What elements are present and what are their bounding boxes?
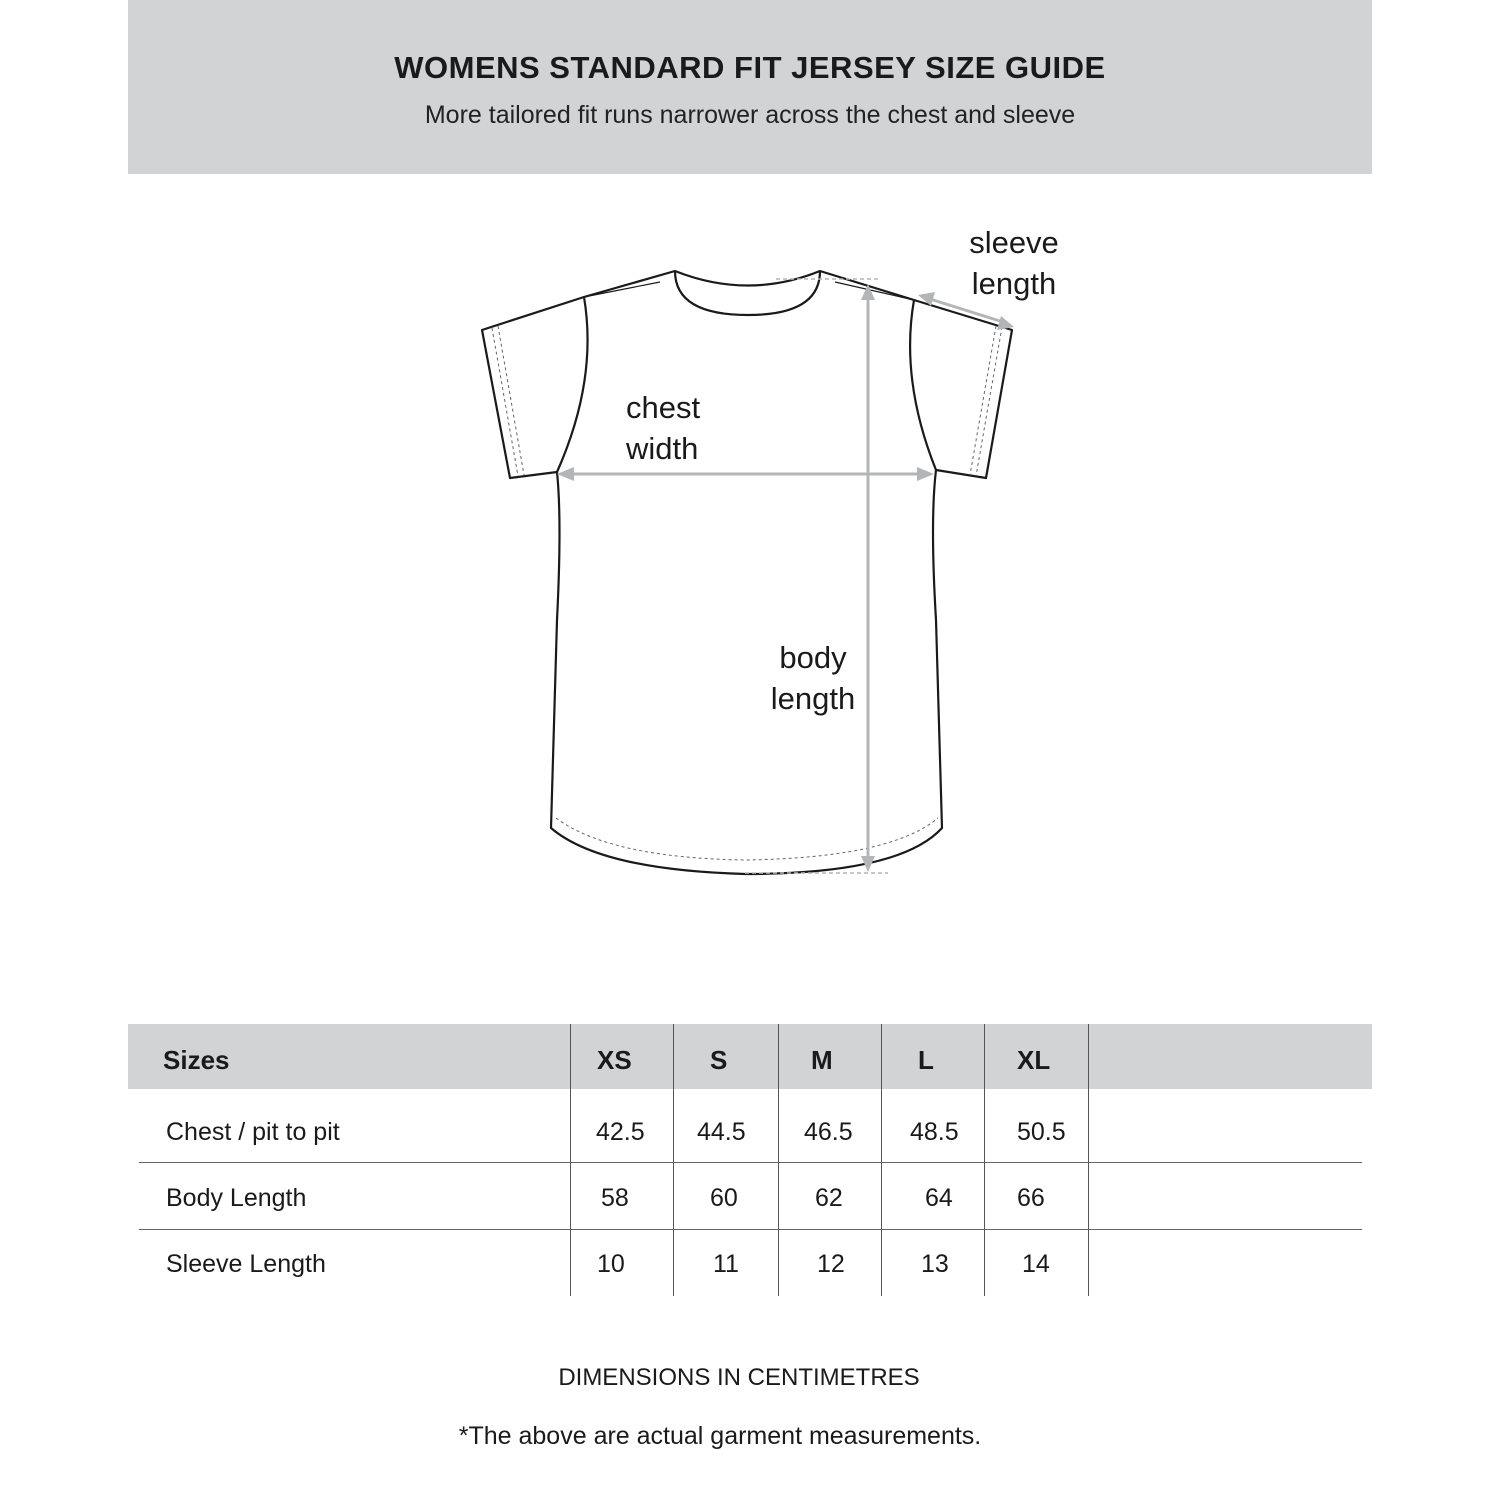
body-length-label bbox=[758, 637, 868, 719]
row-label-sleeve-length: Sleeve Length bbox=[166, 1250, 326, 1278]
stitching-details bbox=[492, 326, 1002, 860]
table-header-row bbox=[128, 1024, 1372, 1089]
sleeve-length-label bbox=[955, 222, 1073, 304]
row-divider bbox=[139, 1162, 1362, 1163]
column-divider bbox=[570, 1024, 571, 1296]
measure-lines bbox=[557, 284, 1014, 872]
chest-s: 44.5 bbox=[697, 1118, 746, 1146]
sleeve-label-line-2: length bbox=[971, 266, 1057, 301]
body-xl: 66 bbox=[1017, 1184, 1045, 1212]
size-header-m: M bbox=[811, 1045, 833, 1075]
body-xs: 58 bbox=[601, 1184, 629, 1212]
size-header-xl: XL bbox=[1017, 1045, 1051, 1075]
chest-width-label bbox=[626, 387, 718, 469]
body-label-line-2: length bbox=[770, 681, 856, 716]
sizes-header: Sizes bbox=[163, 1045, 230, 1075]
size-table bbox=[128, 1024, 1372, 1296]
column-divider bbox=[1088, 1024, 1089, 1296]
body-s: 60 bbox=[710, 1184, 738, 1212]
sleeve-label-line-1: sleeve bbox=[969, 225, 1059, 260]
jersey-outline bbox=[482, 271, 1012, 874]
size-header-l: L bbox=[918, 1045, 934, 1075]
chest-label-line-1: chest bbox=[626, 390, 701, 425]
row-label-chest: Chest / pit to pit bbox=[166, 1118, 340, 1146]
sleeve-l: 13 bbox=[921, 1250, 949, 1278]
chest-xl: 50.5 bbox=[1017, 1118, 1066, 1146]
body-l: 64 bbox=[925, 1184, 953, 1212]
size-header-xs: XS bbox=[597, 1045, 632, 1075]
column-divider bbox=[881, 1024, 882, 1296]
row-label-body-length: Body Length bbox=[166, 1184, 307, 1212]
body-label-line-1: body bbox=[779, 640, 847, 675]
units-note: DIMENSIONS IN CENTIMETRES bbox=[558, 1364, 920, 1391]
sleeve-m: 12 bbox=[817, 1250, 845, 1278]
row-divider bbox=[139, 1229, 1362, 1230]
page-title: WOMENS STANDARD FIT JERSEY SIZE GUIDE bbox=[394, 50, 1106, 85]
sleeve-xl: 14 bbox=[1022, 1250, 1050, 1278]
body-m: 62 bbox=[815, 1184, 843, 1212]
measurement-note: *The above are actual garment measurements. bbox=[458, 1422, 982, 1450]
chest-label-line-2: width bbox=[626, 431, 699, 466]
page-subtitle: More tailored fit runs narrower across the chest and sleeve bbox=[424, 101, 1076, 129]
chest-m: 46.5 bbox=[804, 1118, 853, 1146]
size-header-s: S bbox=[710, 1045, 728, 1075]
sleeve-s: 11 bbox=[713, 1250, 739, 1278]
column-divider bbox=[673, 1024, 674, 1296]
column-divider bbox=[778, 1024, 779, 1296]
sleeve-xs: 10 bbox=[597, 1250, 625, 1278]
chest-xs: 42.5 bbox=[596, 1118, 645, 1146]
column-divider bbox=[984, 1024, 985, 1296]
chest-l: 48.5 bbox=[910, 1118, 959, 1146]
